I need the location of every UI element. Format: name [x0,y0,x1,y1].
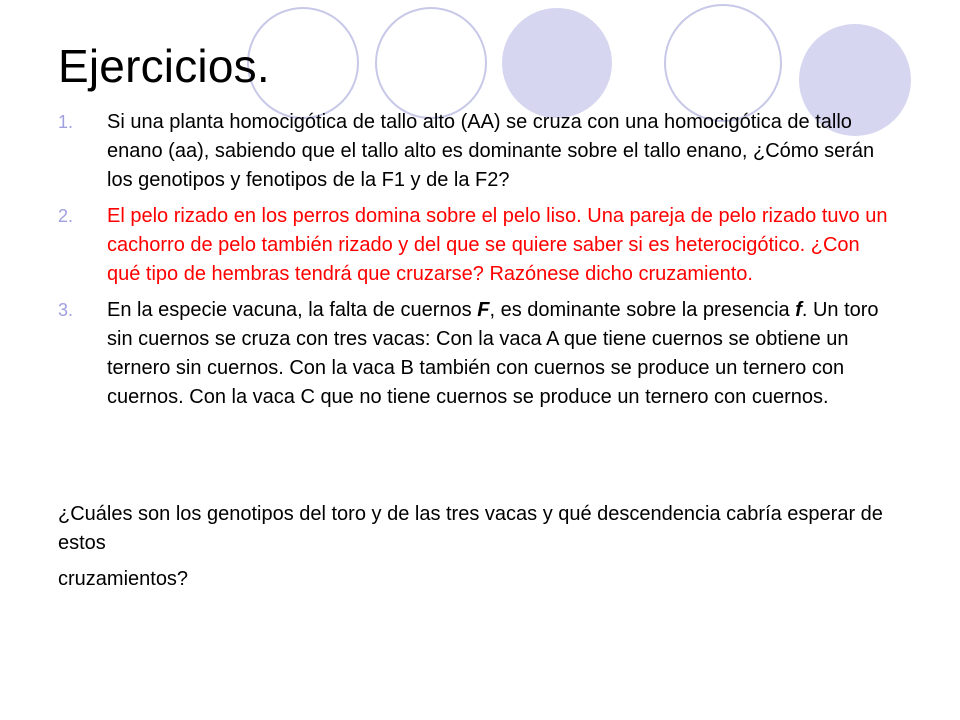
item-number: 1. [58,112,74,132]
exercise-item-1 [58,108,898,195]
item-number: 3. [58,300,74,320]
item-text-part-2: , es dominante sobre la presencia [489,299,796,321]
question-paragraph-end: cruzamientos? [58,568,189,590]
item-text-part-3: . Un toro sin cuernos se cruza con tres vacas: Con la vaca A que tiene cuernos se obtiene un ternero sin cuernos. Con la vaca B también con cuernos se produce un ternero con cuernos. Con la vaca C que no tiene cuernos se produce un ternero con cuernos. [107,299,879,408]
circle-4-outline [665,5,781,121]
circle-3-filled [502,8,612,118]
exercise-item-3 [58,296,898,412]
item-text: Si una planta homocigótica de tallo alto (AA) se cruza con una homocigótica de tallo enano (aa), sabiendo que el tallo alto es dominante sobre el tallo enano, ¿Cómo serán los genotipos y fenotipos de la F1 y de la F2? [107,111,875,191]
exercise-item-2 [58,202,898,289]
exercise-list [58,108,898,419]
item-number: 2. [58,206,74,226]
allele-f: f [795,299,802,321]
allele-F: F [477,299,490,321]
question-paragraph: ¿Cuáles son los genotipos del toro y de las tres vacas y qué descendencia cabría esperar de estos [58,503,883,554]
item-text: El pelo rizado en los perros domina sobre el pelo liso. Una pareja de pelo rizado tuvo un cachorro de pelo también rizado y del que se quiere saber si es heterocigótico. ¿Con qué tipo de hembras tendrá que cruzarse? Razónese dicho cruzamiento. [107,205,888,285]
circle-2-outline [376,8,486,118]
item-text-part-1: En la especie vacuna, la falta de cuernos [107,299,478,321]
slide-title: Ejercicios. [58,40,270,92]
